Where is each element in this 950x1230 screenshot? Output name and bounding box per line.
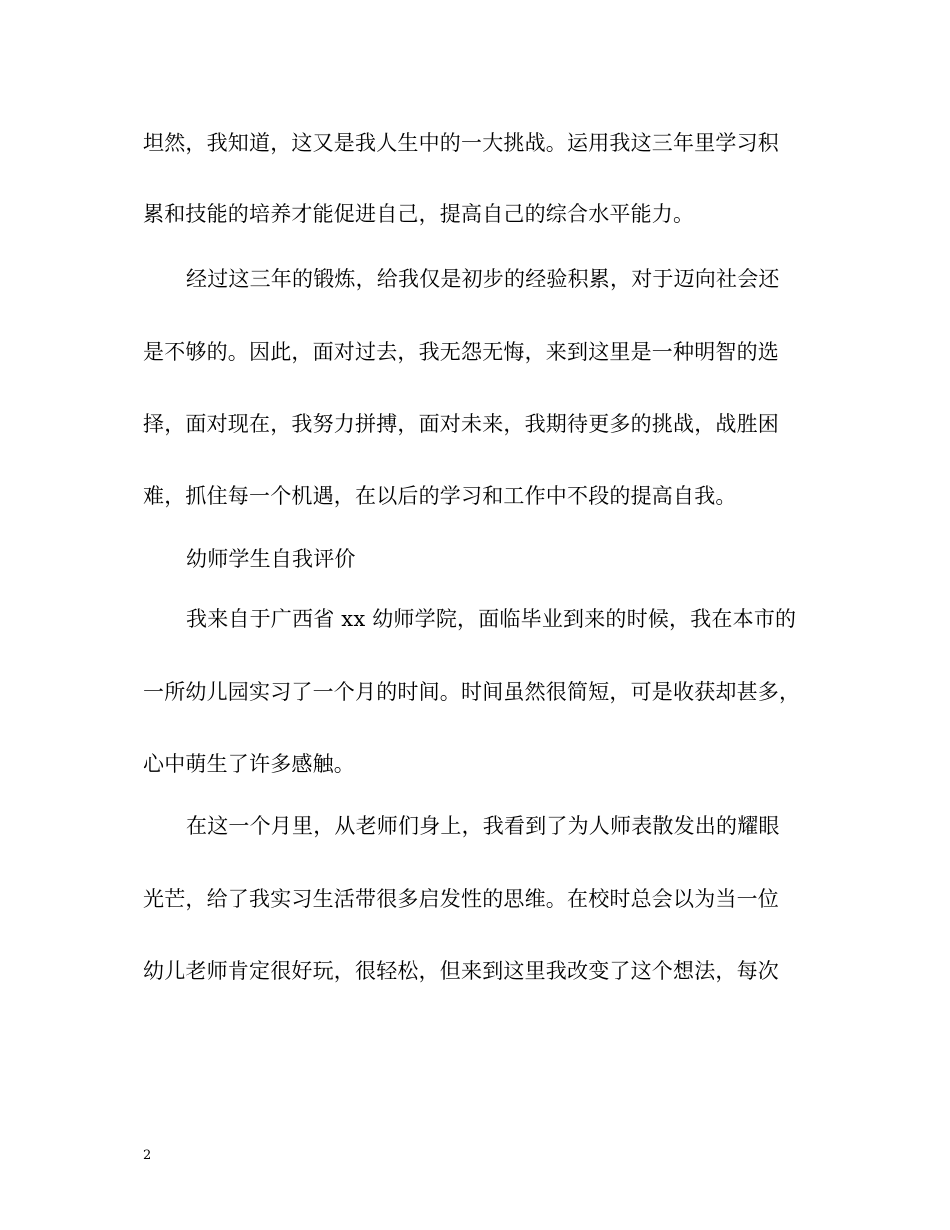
text-line: 难，抓住每一个机遇，在以后的学习和工作中不段的提高自我。 [143,484,737,508]
text-line: 心中萌生了许多感触。 [143,752,355,776]
text-line: 是不够的。因此，面对过去，我无怨无悔，来到这里是一种明智的选 [143,340,779,364]
text-line: 幼儿老师肯定很好玩，很轻松，但来到这里我改变了这个想法，每次 [143,959,779,983]
page-number: 2 [143,1148,152,1163]
paragraph-start-line: 在这一个月里，从老师们身上，我看到了为人师表散发出的耀眼 [186,814,780,838]
text-line: 累和技能的培养才能促进自己，提高自己的综合水平能力。 [143,202,695,226]
text-line: 择，面对现在，我努力拼搏，面对未来，我期待更多的挑战，战胜困 [143,412,779,436]
paragraph-start-line: 经过这三年的锻炼，给我仅是初步的经验积累，对于迈向社会还 [186,267,780,291]
paragraph-start-line: 我来自于广西省 xx 幼师学院，面临毕业到来的时候，我在本市的 [186,607,797,631]
section-heading: 幼师学生自我评价 [186,547,356,571]
text-line: 坦然，我知道，这又是我人生中的一大挑战。运用我这三年里学习积 [143,131,779,155]
text-line: 光芒，给了我实习生活带很多启发性的思维。在校时总会以为当一位 [143,887,779,911]
text-line: 一所幼儿园实习了一个月的时间。时间虽然很简短，可是收获却甚多， [143,680,801,704]
